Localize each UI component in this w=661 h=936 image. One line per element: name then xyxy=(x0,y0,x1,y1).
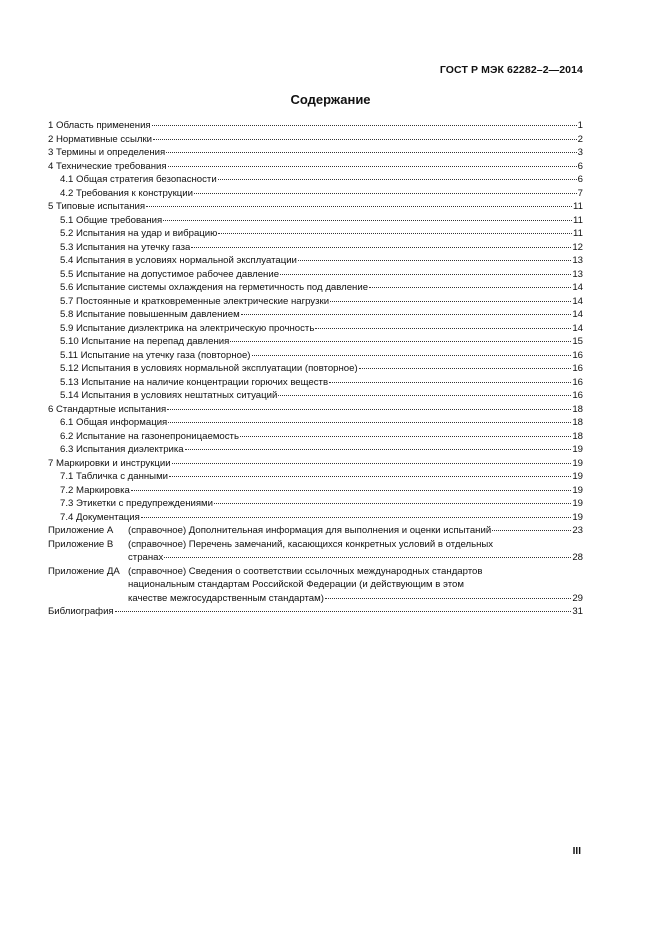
toc-entry[interactable] xyxy=(48,146,583,160)
appendix-title-text: (справочное) Дополнительная информация для выполнения и оценки испытаний xyxy=(128,525,492,536)
dot-leader xyxy=(315,328,571,329)
toc-entry-page: 19 xyxy=(572,471,583,482)
toc-entry-page: 13 xyxy=(572,268,583,280)
toc-entry-label: 5.6 Испытание системы охлаждения на герметичность под давление xyxy=(60,282,369,293)
toc-entry-label: 5.14 Испытания в условиях нештатных ситуаций xyxy=(60,390,278,401)
appendix-title xyxy=(128,565,583,606)
toc-entry-label: 3 Термины и определения xyxy=(48,147,166,158)
dot-leader xyxy=(218,179,577,180)
toc-entry-page: 11 xyxy=(573,201,583,212)
toc-entry[interactable] xyxy=(48,349,583,363)
toc-entry-label: 6 Стандартные испытания xyxy=(48,403,167,415)
dot-leader xyxy=(168,166,577,167)
toc-entry[interactable] xyxy=(48,497,583,511)
toc-entry-label: 6.2 Испытание на газонепроницаемость xyxy=(60,430,239,442)
appendix-entry[interactable] xyxy=(48,538,583,565)
dot-leader xyxy=(164,557,571,558)
toc-entry[interactable] xyxy=(48,254,583,268)
toc-entry-label: 5.11 Испытание на утечку газа (повторное) xyxy=(60,349,251,361)
toc-entry-label: 5.4 Испытания в условиях нормальной эксплуатации xyxy=(60,255,297,266)
dot-leader xyxy=(214,503,571,504)
dot-leader xyxy=(168,422,571,423)
dot-leader xyxy=(115,611,572,612)
toc-entry[interactable] xyxy=(48,403,583,417)
bibliography-page: 31 xyxy=(572,606,583,617)
appendix-title-text: качестве межгосударственным стандартам) xyxy=(128,592,324,604)
toc-entry-page: 14 xyxy=(572,295,583,307)
toc-entry-page: 18 xyxy=(572,417,583,428)
toc-entry-label: 5.8 Испытание повышенным давлением xyxy=(60,309,240,320)
toc-entry-page: 2 xyxy=(577,133,583,145)
toc-entry-page: 6 xyxy=(577,174,583,185)
toc-entry[interactable] xyxy=(48,268,583,282)
toc-entry[interactable] xyxy=(48,187,583,201)
toc-entry-page: 12 xyxy=(572,241,583,253)
appendix-title xyxy=(128,524,583,538)
toc-entry-label: 6.1 Общая информация xyxy=(60,417,168,428)
appendix-title-last-line xyxy=(128,524,583,538)
toc-entry[interactable] xyxy=(48,362,583,376)
dot-leader xyxy=(241,314,572,315)
toc-entry[interactable] xyxy=(48,160,583,174)
appendix-entry[interactable] xyxy=(48,524,583,538)
toc-entry-page: 7 xyxy=(577,187,583,199)
toc-entry-page: 11 xyxy=(573,214,583,226)
toc-entry-page: 18 xyxy=(572,430,583,442)
dot-leader xyxy=(191,247,571,248)
toc-entry-label: 5.12 Испытания в условиях нормальной эксплуатации (повторное) xyxy=(60,363,358,374)
toc-entry-page: 19 xyxy=(572,444,583,455)
dot-leader xyxy=(141,517,571,518)
toc-entry[interactable] xyxy=(48,214,583,228)
appendix-title-last-line xyxy=(128,592,583,606)
toc-entry[interactable] xyxy=(48,295,583,309)
toc-entry-page: 16 xyxy=(572,363,583,374)
dot-leader xyxy=(230,341,571,342)
toc-entry-label: 7 Маркировки и инструкции xyxy=(48,457,171,469)
toc-entry-label: 5.7 Постоянные и кратковременные электрические нагрузки xyxy=(60,295,330,307)
appendix-title-text: странах xyxy=(128,552,164,563)
dot-leader xyxy=(298,260,571,261)
dot-leader xyxy=(218,233,572,234)
toc-entry-page: 19 xyxy=(572,484,583,496)
toc-entry-label: 6.3 Испытания диэлектрика xyxy=(60,444,184,455)
dot-leader xyxy=(166,152,576,153)
toc-entry-label: 5.13 Испытание на наличие концентрации горючих веществ xyxy=(60,376,329,388)
toc-entry-label: 5.3 Испытания на утечку газа xyxy=(60,241,191,253)
toc-entry-label: 4.2 Требования к конструкции xyxy=(60,187,193,199)
toc-entry-label: 5 Типовые испытания xyxy=(48,201,146,212)
dot-leader xyxy=(146,206,572,207)
appendix-page: 28 xyxy=(572,552,583,563)
dot-leader xyxy=(167,409,571,410)
appendix-page: 29 xyxy=(572,592,583,604)
appendix-key: Приложение ДА xyxy=(48,565,120,577)
toc-entry-label: 2 Нормативные ссылки xyxy=(48,133,153,145)
toc-entry[interactable] xyxy=(48,484,583,498)
toc-entry-page: 15 xyxy=(572,336,583,347)
toc-entry-label: 5.10 Испытание на перепад давления xyxy=(60,336,230,347)
dot-leader xyxy=(325,598,571,599)
appendix-title-last-line xyxy=(128,551,583,565)
dot-leader xyxy=(240,436,571,437)
dot-leader xyxy=(492,530,571,531)
dot-leader xyxy=(330,301,571,302)
toc-entry-label: 7.4 Документация xyxy=(60,511,140,523)
toc-entry-page: 13 xyxy=(572,255,583,266)
toc-entry[interactable] xyxy=(48,457,583,471)
dot-leader xyxy=(252,355,572,356)
document-code: ГОСТ Р МЭК 62282–2—2014 xyxy=(439,64,583,76)
toc-entry-label: 7.3 Этикетки с предупреждениями xyxy=(60,498,214,509)
toc-entry-page: 19 xyxy=(572,457,583,469)
dot-leader xyxy=(131,490,571,491)
appendix-title xyxy=(128,538,583,565)
appendix-key: Приложение А xyxy=(48,525,114,536)
appendix-title-line: (справочное) Перечень замечаний, касающихся конкретных условий в отдельных xyxy=(128,538,494,550)
toc-entry-label: 7.1 Табличка с данными xyxy=(60,471,169,482)
dot-leader xyxy=(369,287,571,288)
appendix-title-line: (справочное) Сведения о соответствии ссылочных международных стандартов xyxy=(128,565,483,577)
dot-leader xyxy=(172,463,572,464)
toc-entry[interactable] xyxy=(48,119,583,133)
toc-entry[interactable] xyxy=(48,173,583,187)
dot-leader xyxy=(185,449,572,450)
toc-entry[interactable] xyxy=(48,281,583,295)
dot-leader xyxy=(278,395,571,396)
dot-leader xyxy=(169,476,571,477)
appendix-entry[interactable] xyxy=(48,565,583,606)
page-title: Содержание xyxy=(290,92,371,107)
toc-entry-label: 4 Технические требования xyxy=(48,160,167,172)
toc-entry[interactable] xyxy=(48,416,583,430)
toc-entry[interactable] xyxy=(48,443,583,457)
toc-entry-label: 5.9 Испытание диэлектрика на электрическую прочность xyxy=(60,322,315,334)
toc-entry[interactable] xyxy=(48,335,583,349)
toc-entry[interactable] xyxy=(48,322,583,336)
appendix-key: Приложение В xyxy=(48,538,114,550)
toc-entry-label: 1 Область применения xyxy=(48,120,151,131)
toc-entry-page: 6 xyxy=(577,160,583,172)
dot-leader xyxy=(153,139,577,140)
toc-entry-label: 5.5 Испытание на допустимое рабочее давление xyxy=(60,268,280,280)
toc-entry-page: 14 xyxy=(572,282,583,293)
toc-entry-label: 5.1 Общие требования xyxy=(60,214,163,226)
appendix-page: 23 xyxy=(572,525,583,536)
bibliography-label: Библиография xyxy=(48,606,114,617)
toc-entry-page: 19 xyxy=(572,511,583,523)
bibliography-entry[interactable] xyxy=(48,605,583,619)
dot-leader xyxy=(152,125,577,126)
toc-entry-page: 16 xyxy=(572,349,583,361)
dot-leader xyxy=(280,274,571,275)
toc-entry-page: 19 xyxy=(572,498,583,509)
toc-entry[interactable] xyxy=(48,430,583,444)
toc-entry[interactable] xyxy=(48,470,583,484)
toc-entry[interactable] xyxy=(48,308,583,322)
appendix-title-line: национальным стандартам Российской Федерации (и действующим в этом xyxy=(128,579,464,590)
toc-entry-label: 4.1 Общая стратегия безопасности xyxy=(60,174,217,185)
toc-entry[interactable] xyxy=(48,200,583,214)
toc-entry[interactable] xyxy=(48,511,583,525)
dot-leader xyxy=(329,382,571,383)
toc-entry[interactable] xyxy=(48,376,583,390)
toc-entry-page: 14 xyxy=(572,309,583,320)
toc-entry-page: 1 xyxy=(577,120,583,131)
toc-entry[interactable] xyxy=(48,241,583,255)
toc-entry[interactable] xyxy=(48,133,583,147)
table-of-contents xyxy=(48,119,583,619)
toc-entry-page: 11 xyxy=(573,228,583,239)
toc-entry[interactable] xyxy=(48,389,583,403)
toc-entry-page: 18 xyxy=(572,403,583,415)
page-number: III xyxy=(572,846,581,857)
toc-entry-page: 16 xyxy=(572,390,583,401)
dot-leader xyxy=(194,193,577,194)
toc-entry-label: 7.2 Маркировка xyxy=(60,484,130,496)
toc-entry[interactable] xyxy=(48,227,583,241)
toc-entry-page: 16 xyxy=(572,376,583,388)
toc-entry-page: 14 xyxy=(572,322,583,334)
dot-leader xyxy=(163,220,572,221)
toc-entry-page: 3 xyxy=(577,147,583,158)
toc-entry-label: 5.2 Испытания на удар и вибрацию xyxy=(60,228,218,239)
dot-leader xyxy=(359,368,572,369)
